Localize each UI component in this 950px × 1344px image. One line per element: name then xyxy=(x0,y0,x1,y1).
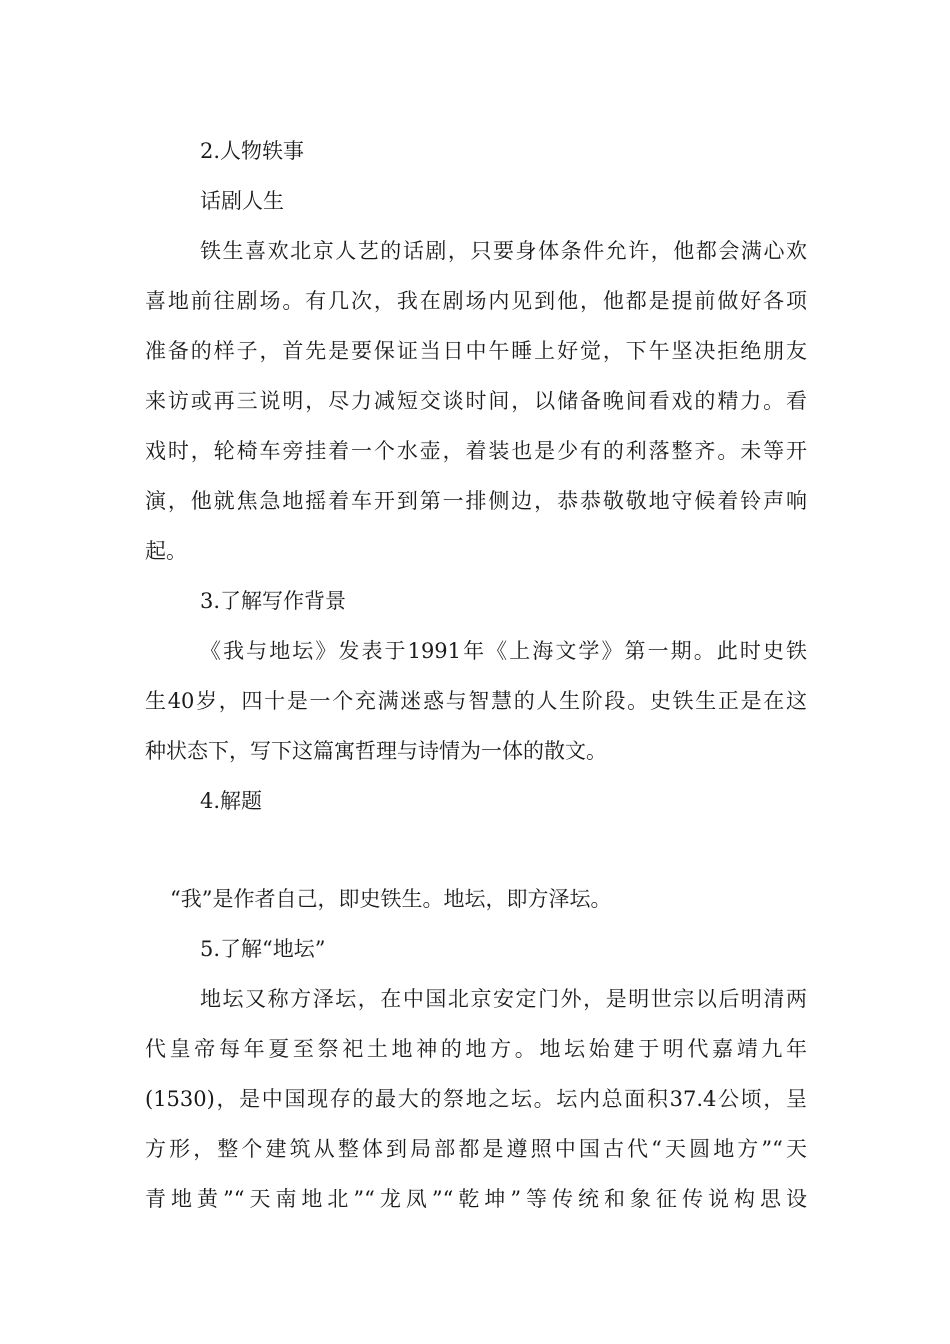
paragraph-line: 演，他就焦急地摇着车开到第一排侧边，恭恭敬敬地守候着铃声响 xyxy=(145,489,807,513)
paragraph-line: 铁生喜欢北京人艺的话剧，只要身体条件允许，他都会满心欢 xyxy=(200,239,807,263)
paragraph-line: 《我与地坛》发表于1991年《上海文学》第一期。此时史铁 xyxy=(200,639,807,663)
subheading-drama-life: 话剧人生 xyxy=(200,189,284,213)
section-heading-anecdotes: 2.人物轶事 xyxy=(200,139,305,163)
section-heading-background: 3.了解写作背景 xyxy=(200,589,347,613)
paragraph-line: 青地黄”“天南地北”“龙凤”“乾坤”等传统和象征传说构思设 xyxy=(145,1187,807,1211)
paragraph-line: (1530)，是中国现存的最大的祭地之坛。坛内总面积37.4公顷，呈 xyxy=(145,1087,807,1111)
paragraph-line: 起。 xyxy=(145,539,187,563)
paragraph-line: 生40岁，四十是一个充满迷惑与智慧的人生阶段。史铁生正是在这 xyxy=(145,689,807,713)
paragraph-line: 戏时，轮椅车旁挂着一个水壶，着装也是少有的利落整齐。未等开 xyxy=(145,439,807,463)
paragraph-line: 来访或再三说明，尽力减短交谈时间，以储备晚间看戏的精力。看 xyxy=(145,389,807,413)
paragraph-line: 地坛又称方泽坛，在中国北京安定门外，是明世宗以后明清两 xyxy=(200,987,807,1011)
paragraph-line: 方形，整个建筑从整体到局部都是遵照中国古代“天圆地方”“天 xyxy=(145,1137,807,1161)
section-heading-title-explanation: 4.解题 xyxy=(200,789,263,813)
section-heading-ditan: 5.了解“地坛” xyxy=(200,937,326,961)
paragraph-line: 代皇帝每年夏至祭祀土地神的地方。地坛始建于明代嘉靖九年 xyxy=(145,1037,807,1061)
paragraph-line: 喜地前往剧场。有几次，我在剧场内见到他，他都是提前做好各项 xyxy=(145,289,807,313)
paragraph-line: 种状态下，写下这篇寓哲理与诗情为一体的散文。 xyxy=(145,739,607,763)
paragraph-line: 准备的样子，首先是要保证当日中午睡上好觉，下午坚决拒绝朋友 xyxy=(145,339,807,363)
paragraph-line: “我”是作者自己，即史铁生。地坛，即方泽坛。 xyxy=(170,887,612,911)
